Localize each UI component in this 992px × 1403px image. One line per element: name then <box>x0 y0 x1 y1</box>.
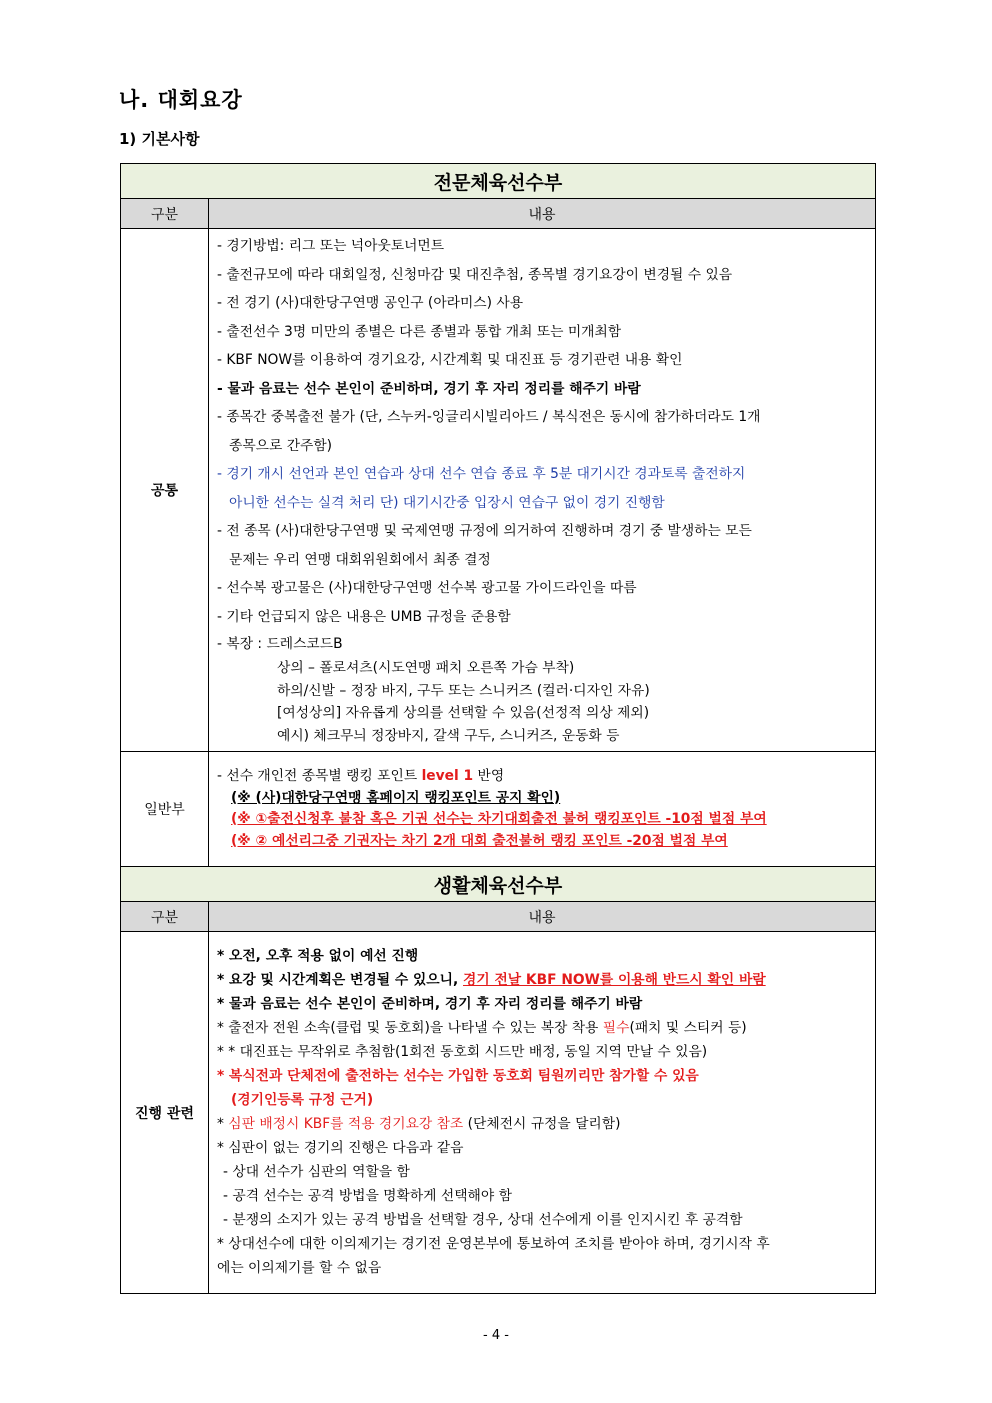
list-item: * * 대진표는 무작위로 추첨함(1회전 동호회 시드만 배정, 동일 지역 만날 수 있음) <box>217 1044 708 1060</box>
list-item: (※ ② 예선리그중 기권자는 차기 2개 대회 출전불허 랭킹 포인트 -20점 벌점 부여 <box>231 832 728 849</box>
list-item: (경기인등록 규정 근거) <box>231 1092 374 1108</box>
pro-division-table <box>120 163 876 867</box>
list-item: * 출전자 전원 소속(클럽 및 동호회)을 나타낼 수 있는 복장 착용 필수(패치 및 스티커 등) <box>217 1020 747 1036</box>
col-header-content: 내용 <box>209 902 876 932</box>
dress-code-item: 상의 – 폴로셔츠(시도연맹 패치 오른쪽 가슴 부착) <box>277 660 575 676</box>
list-item: - 물과 음료는 선수 본인이 준비하며, 경기 후 자리 정리를 해주기 바람 <box>217 380 641 397</box>
col-header-content: 내용 <box>209 199 876 229</box>
col-header-category: 구분 <box>121 902 209 932</box>
list-item: * 심판이 없는 경기의 진행은 다음과 같음 <box>217 1140 464 1156</box>
list-item: - 기타 언급되지 않은 내용은 UMB 규정을 준용함 <box>217 608 511 625</box>
list-item: - 경기방법: 리그 또는 넉아웃토너먼트 <box>217 238 445 254</box>
progress-rules <box>209 932 876 1294</box>
row-label-common: 공통 <box>121 229 209 752</box>
dress-code-item: 예시) 체크무늬 정장바지, 갈색 구두, 스니커즈, 운동화 등 <box>277 727 620 744</box>
list-item: - 선수복 광고물은 (사)대한당구연맹 선수복 광고물 가이드라인을 따름 <box>217 580 637 596</box>
life-division-table <box>120 866 876 1294</box>
list-item: - 복장 : 드레스코드B <box>217 636 343 652</box>
table-row <box>121 932 876 1294</box>
list-item: - 경기 개시 선언과 본인 연습과 상대 선수 연습 종료 후 5분 대기시간 경과토록 출전하지 <box>217 466 746 482</box>
list-item: - 종목간 중복출전 불가 (단, 스누커-잉글리시빌리아드 / 복식전은 동시에 참가하더라도 1개 <box>217 409 761 425</box>
list-item: 종목으로 간주함) <box>229 437 333 454</box>
list-item: 아니한 선수는 실격 처리 단) 대기시간중 입장시 연습구 없이 경기 진행함 <box>229 494 665 511</box>
col-header-category: 구분 <box>121 199 209 229</box>
list-item: - 선수 개인전 종목별 랭킹 포인트 level 1 반영 <box>217 768 505 784</box>
list-item: - 전 경기 (사)대한당구연맹 공인구 (아라미스) 사용 <box>217 295 524 311</box>
list-item: * 요강 및 시간계획은 변경될 수 있으니, 경기 전날 KBF NOW를 이용해 반드시 확인 바람 <box>217 972 766 988</box>
common-rules <box>209 229 876 752</box>
life-division-title: 생활체육선수부 <box>121 867 876 902</box>
list-item: 문제는 우리 연맹 대회위원회에서 최종 결정 <box>229 551 491 568</box>
list-item: - 출전규모에 따라 대회일정, 신청마감 및 대진추첨, 종목별 경기요강이 변경될 수 있음 <box>217 266 733 283</box>
list-item: - 상대 선수가 심판의 역할을 함 <box>223 1164 410 1180</box>
row-label-progress: 진행 관련 <box>121 932 209 1294</box>
list-item: (※ ①출전신청후 불참 혹은 기권 선수는 차기대회출전 불허 랭킹포인트 -10점 벌점 부여 <box>231 811 767 828</box>
table-row <box>121 752 876 867</box>
pro-division-title: 전문체육선수부 <box>121 164 876 199</box>
general-rules <box>209 752 876 867</box>
dress-code-item: [여성상의] 자유롭게 상의를 선택할 수 있음(선정적 의상 제외) <box>277 705 650 721</box>
list-item: * 오전, 오후 적용 없이 예선 진행 <box>217 948 419 964</box>
list-item: (※ (사)대한당구연맹 홈페이지 랭킹포인트 공지 확인) <box>231 789 561 806</box>
dress-code-item: 하의/신발 – 정장 바지, 구두 또는 스니커즈 (컬러·디자인 자유) <box>277 682 650 699</box>
list-item: - 출전선수 3명 미만의 종별은 다른 종별과 통합 개최 또는 미개최함 <box>217 323 622 340</box>
list-item: * 복식전과 단체전에 출전하는 선수는 가입한 동호회 팀원끼리만 참가할 수 있음 <box>217 1068 699 1084</box>
list-item: - 공격 선수는 공격 방법을 명확하게 선택해야 함 <box>223 1188 512 1204</box>
list-item: * 상대선수에 대한 이의제기는 경기전 운영본부에 통보하여 조치를 받아야 하며, 경기시작 후 <box>217 1236 770 1252</box>
list-item: * 물과 음료는 선수 본인이 준비하며, 경기 후 자리 정리를 해주기 바람 <box>217 996 643 1012</box>
list-item: 에는 이의제기를 할 수 없음 <box>217 1260 382 1276</box>
page-number: - 4 - <box>483 1328 509 1343</box>
list-item: - 분쟁의 소지가 있는 공격 방법을 선택할 경우, 상대 선수에게 이를 인지시킨 후 공격함 <box>223 1212 743 1228</box>
section-heading: 나. 대회요강 <box>119 88 243 112</box>
list-item: * 심판 배정시 KBF를 적용 경기요강 참조 (단체전시 규정을 달리함) <box>217 1116 621 1132</box>
table-row <box>121 229 876 752</box>
list-item: - KBF NOW를 이용하여 경기요강, 시간계획 및 대진표 등 경기관련 내용 확인 <box>217 352 683 368</box>
list-item: - 전 종목 (사)대한당구연맹 및 국제연맹 규정에 의거하여 진행하며 경기 중 발생하는 모든 <box>217 523 752 539</box>
row-label-general: 일반부 <box>121 752 209 867</box>
subsection-heading: 1) 기본사항 <box>119 130 200 148</box>
